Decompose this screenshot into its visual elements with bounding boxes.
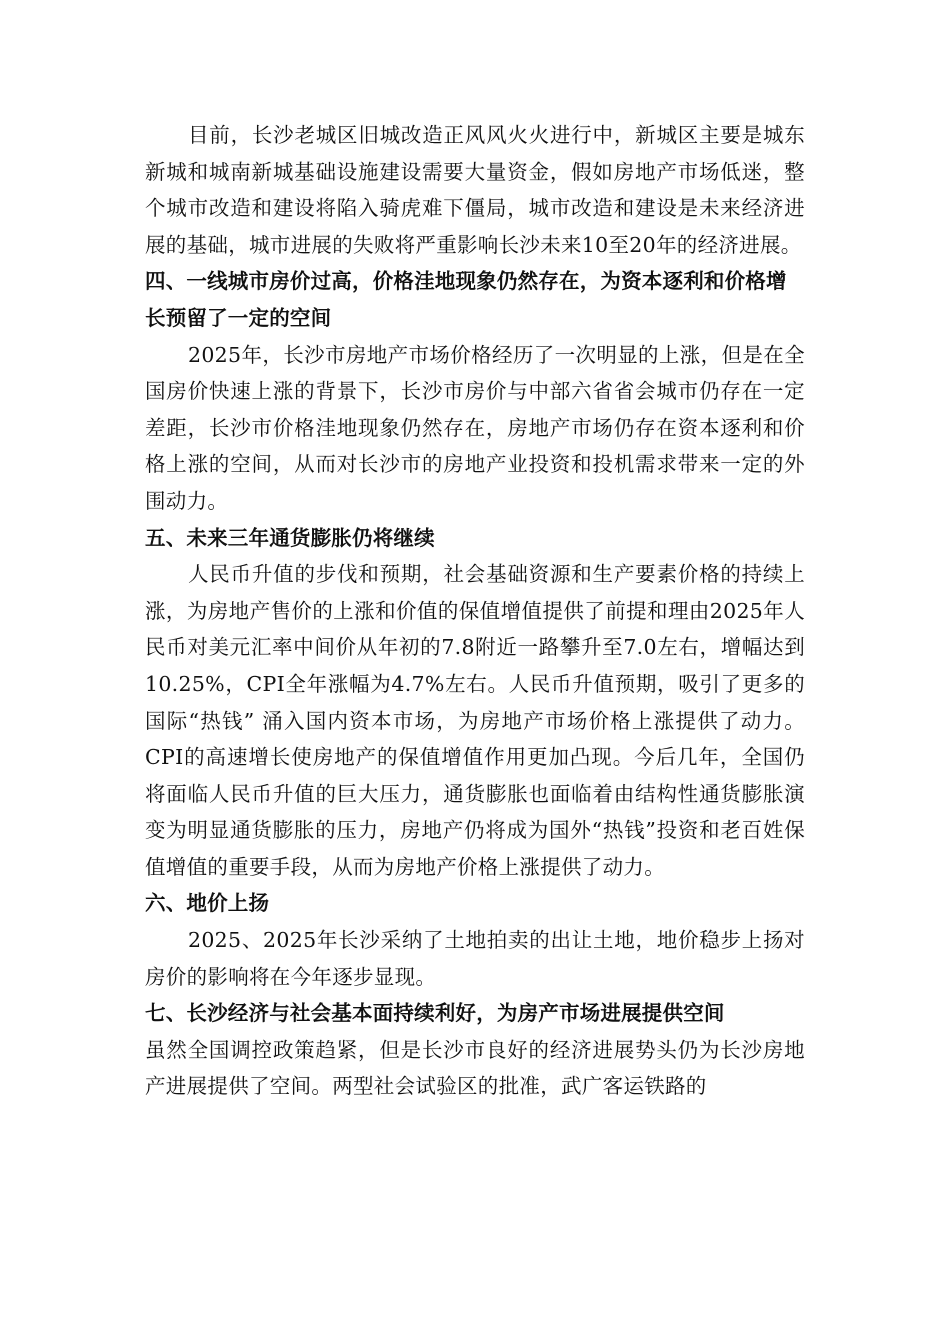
heading-section-six: 六、地价上扬 xyxy=(145,891,270,916)
heading-section-seven: 七、长沙经济与社会基本面持续利好，为房产市场进展提供空间 xyxy=(145,1001,725,1026)
heading-section-four: 四、一线城市房价过高，价格洼地现象仍然存在，为资本逐利和价格增长预留了一定的空间 xyxy=(145,269,787,330)
paragraph-price-depression: 2025年，长沙市房地产市场价格经历了一次明显的上涨，但是在全国房价快速上涨的背景下，长沙市房价与中部六省省会城市仍存在一定差距，长沙市价格洼地现象仍然存在，房地产市场仍存在资本逐利和价格上涨的空间，从而对长沙市的房地产业投资和投机需求带来一定的外围动力。 xyxy=(145,342,805,513)
heading-section-five: 五、未来三年通货膨胀仍将继续 xyxy=(145,525,435,550)
paragraph-urban-renewal: 目前，长沙老城区旧城改造正风风火火进行中，新城区主要是城东新城和城南新城基础设施建设需要大量资金，假如房地产市场低迷，整个城市改造和建设将陷入骑虎难下僵局，城市改造和建设是未来经济进展的基础，城市进展的失败将严重影响长沙未来10至20年的经济进展。 xyxy=(145,123,805,257)
paragraph-land-price: 2025、2025年长沙采纳了土地拍卖的出让土地，地价稳步上扬对房价的影响将在今年逐步显现。 xyxy=(145,928,805,989)
paragraph-inflation: 人民币升值的步伐和预期，社会基础资源和生产要素价格的持续上涨，为房地产售价的上涨和价值的保值增值提供了前提和理由2025年人民币对美元汇率中间价从年初的7.8附近一路攀升至7.0左右，增幅达到10.25%，CPI全年涨幅为4.7%左右。人民币升值预期，吸引了更多的国际“热钱” 涌入国内资本市场，为房地产市场价格上涨提供了动力。CPI的高速增长使房地产的保值增值作用更加凸现。今后几年，全国仍将面临人民币升值的巨大压力，通货膨胀也面临着由结构性通货膨胀演变为明显通货膨胀的压力，房地产仍将成为国外“热钱”投资和老百姓保值增值的重要手段，从而为房地产价格上涨提供了动力。 xyxy=(145,562,805,879)
document-body xyxy=(145,117,805,1105)
paragraph-economic-fundamentals: 虽然全国调控政策趋紧，但是长沙市良好的经济进展势头仍为长沙房地产进展提供了空间。两型社会试验区的批准，武广客运铁路的 xyxy=(145,1037,805,1099)
